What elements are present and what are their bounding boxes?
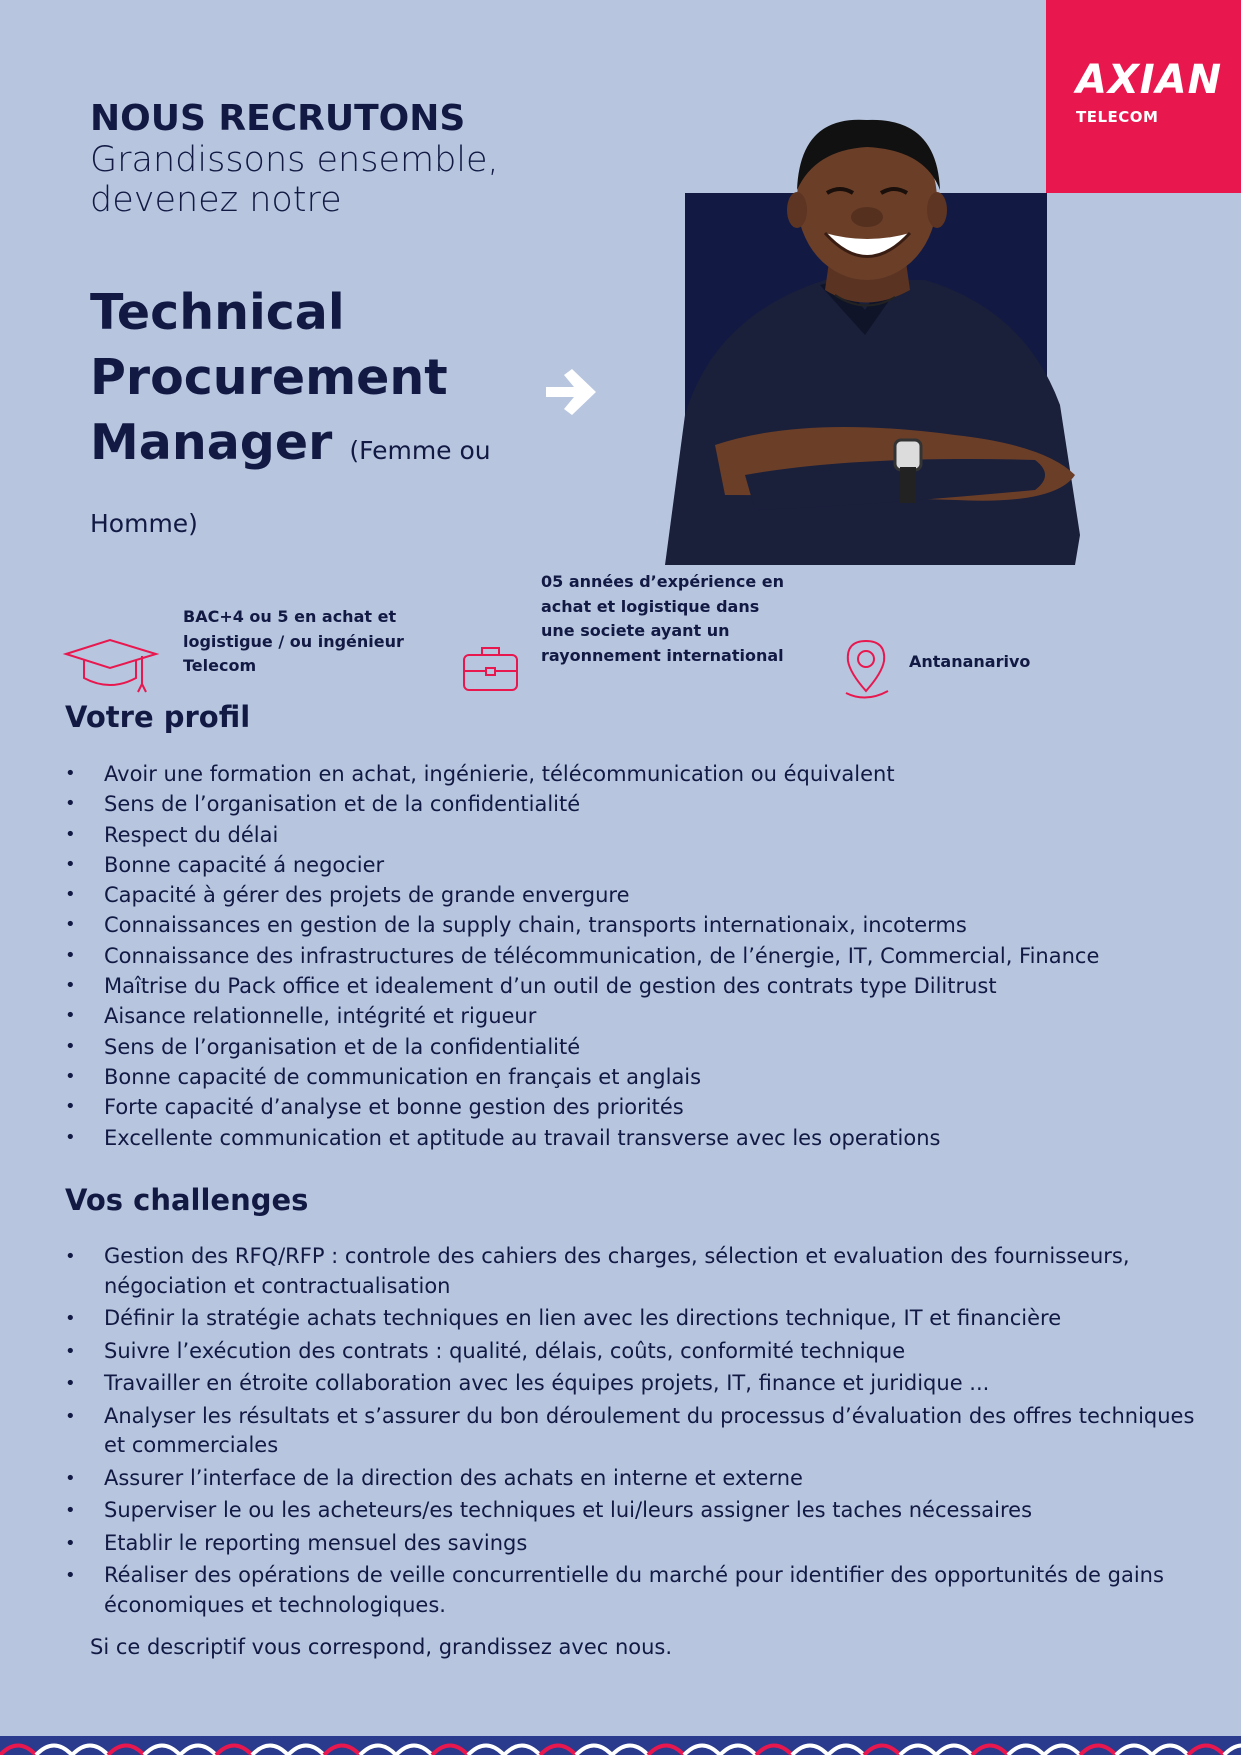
tagline: Grandissons ensemble, devenez notre (90, 140, 499, 220)
profile-item: • Respect du délai (65, 820, 1205, 850)
challenges-list (65, 1242, 1205, 1623)
profile-item: • Bonne capacité á negocier (65, 850, 1205, 880)
candidate-photo (655, 115, 1095, 565)
profile-heading: Votre profil (65, 700, 251, 734)
profile-item: • Sens de l’organisation et de la confidentialité (65, 789, 1205, 819)
challenge-item: • Superviser le ou les acheteurs/es techniques et lui/leurs assigner les taches nécessaires (65, 1496, 1205, 1526)
job-title-line-3-wrap (90, 410, 560, 556)
job-title-suffix: (Femme ou Homme) (90, 436, 491, 538)
challenge-item: • Suivre l’exécution des contrats : qualité, délais, coûts, conformité technique (65, 1337, 1205, 1367)
challenge-item: • Assurer l’interface de la direction des achats en interne et externe (65, 1464, 1205, 1494)
requirement-location: Antananarivo (909, 652, 1031, 671)
profile-item: • Aisance relationnelle, intégrité et rigueur (65, 1001, 1205, 1031)
profile-item: • Capacité à gérer des projets de grande envergure (65, 880, 1205, 910)
arrow-right-icon (542, 365, 600, 419)
profile-item: • Bonne capacité de communication en français et anglais (65, 1062, 1205, 1092)
challenge-item: • Réaliser des opérations de veille concurrentielle du marché pour identifier des opportunités de gains économiques et technologiques. (65, 1561, 1205, 1620)
brand-logo: AXIAN (1076, 57, 1223, 103)
brand-sub: TELECOM (1076, 108, 1159, 126)
challenge-item: • Définir la stratégie achats techniques en lien avec les directions technique, IT et financière (65, 1304, 1205, 1334)
challenge-item: • Travailler en étroite collaboration avec les équipes projets, IT, finance et juridique ... (65, 1369, 1205, 1399)
job-title-line-2: Procurement (90, 349, 448, 406)
closing-text: Si ce descriptif vous correspond, grandissez avec nous. (90, 1635, 673, 1659)
graduation-cap-icon (62, 636, 160, 694)
job-title-line-1: Technical (90, 284, 345, 341)
profile-item: • Excellente communication et aptitude au travail transverse avec les operations (65, 1123, 1205, 1153)
profile-item: • Forte capacité d’analyse et bonne gestion des priorités (65, 1092, 1205, 1122)
requirement-experience: 05 années d’expérience en achat et logistique dans une societe ayant un rayonnement international (541, 572, 784, 665)
profile-item: • Sens de l’organisation et de la confidentialité (65, 1032, 1205, 1062)
recruiting-heading: NOUS RECRUTONS (90, 98, 466, 139)
profile-item: • Connaissances en gestion de la supply chain, transports internationaix, incoterms (65, 910, 1205, 940)
profile-list (65, 759, 1205, 1153)
decorative-pattern (0, 1736, 1241, 1755)
challenge-item: • Gestion des RFQ/RFP : controle des cahiers des charges, sélection et evaluation des fournisseurs, négociation et contractualisation (65, 1242, 1205, 1301)
briefcase-icon (462, 645, 519, 692)
job-title (90, 280, 560, 556)
profile-item: • Avoir une formation en achat, ingénierie, télécommunication ou équivalent (65, 759, 1205, 789)
challenges-heading: Vos challenges (65, 1183, 309, 1217)
challenge-item: • Analyser les résultats et s’assurer du bon déroulement du processus d’évaluation des offres techniques et commerciales (65, 1402, 1205, 1461)
requirement-education: BAC+4 ou 5 en achat et logistigue / ou ingénieur Telecom (183, 607, 404, 675)
location-pin-icon (840, 637, 892, 699)
profile-item: • Connaissance des infrastructures de télécommunication, de l’énergie, IT, Commercial, Finance (65, 941, 1205, 971)
job-title-line-3: Manager (90, 414, 333, 471)
profile-item: • Maîtrise du Pack office et idealement d’un outil de gestion des contrats type Dilitrust (65, 971, 1205, 1001)
challenge-item: • Etablir le reporting mensuel des savings (65, 1529, 1205, 1559)
